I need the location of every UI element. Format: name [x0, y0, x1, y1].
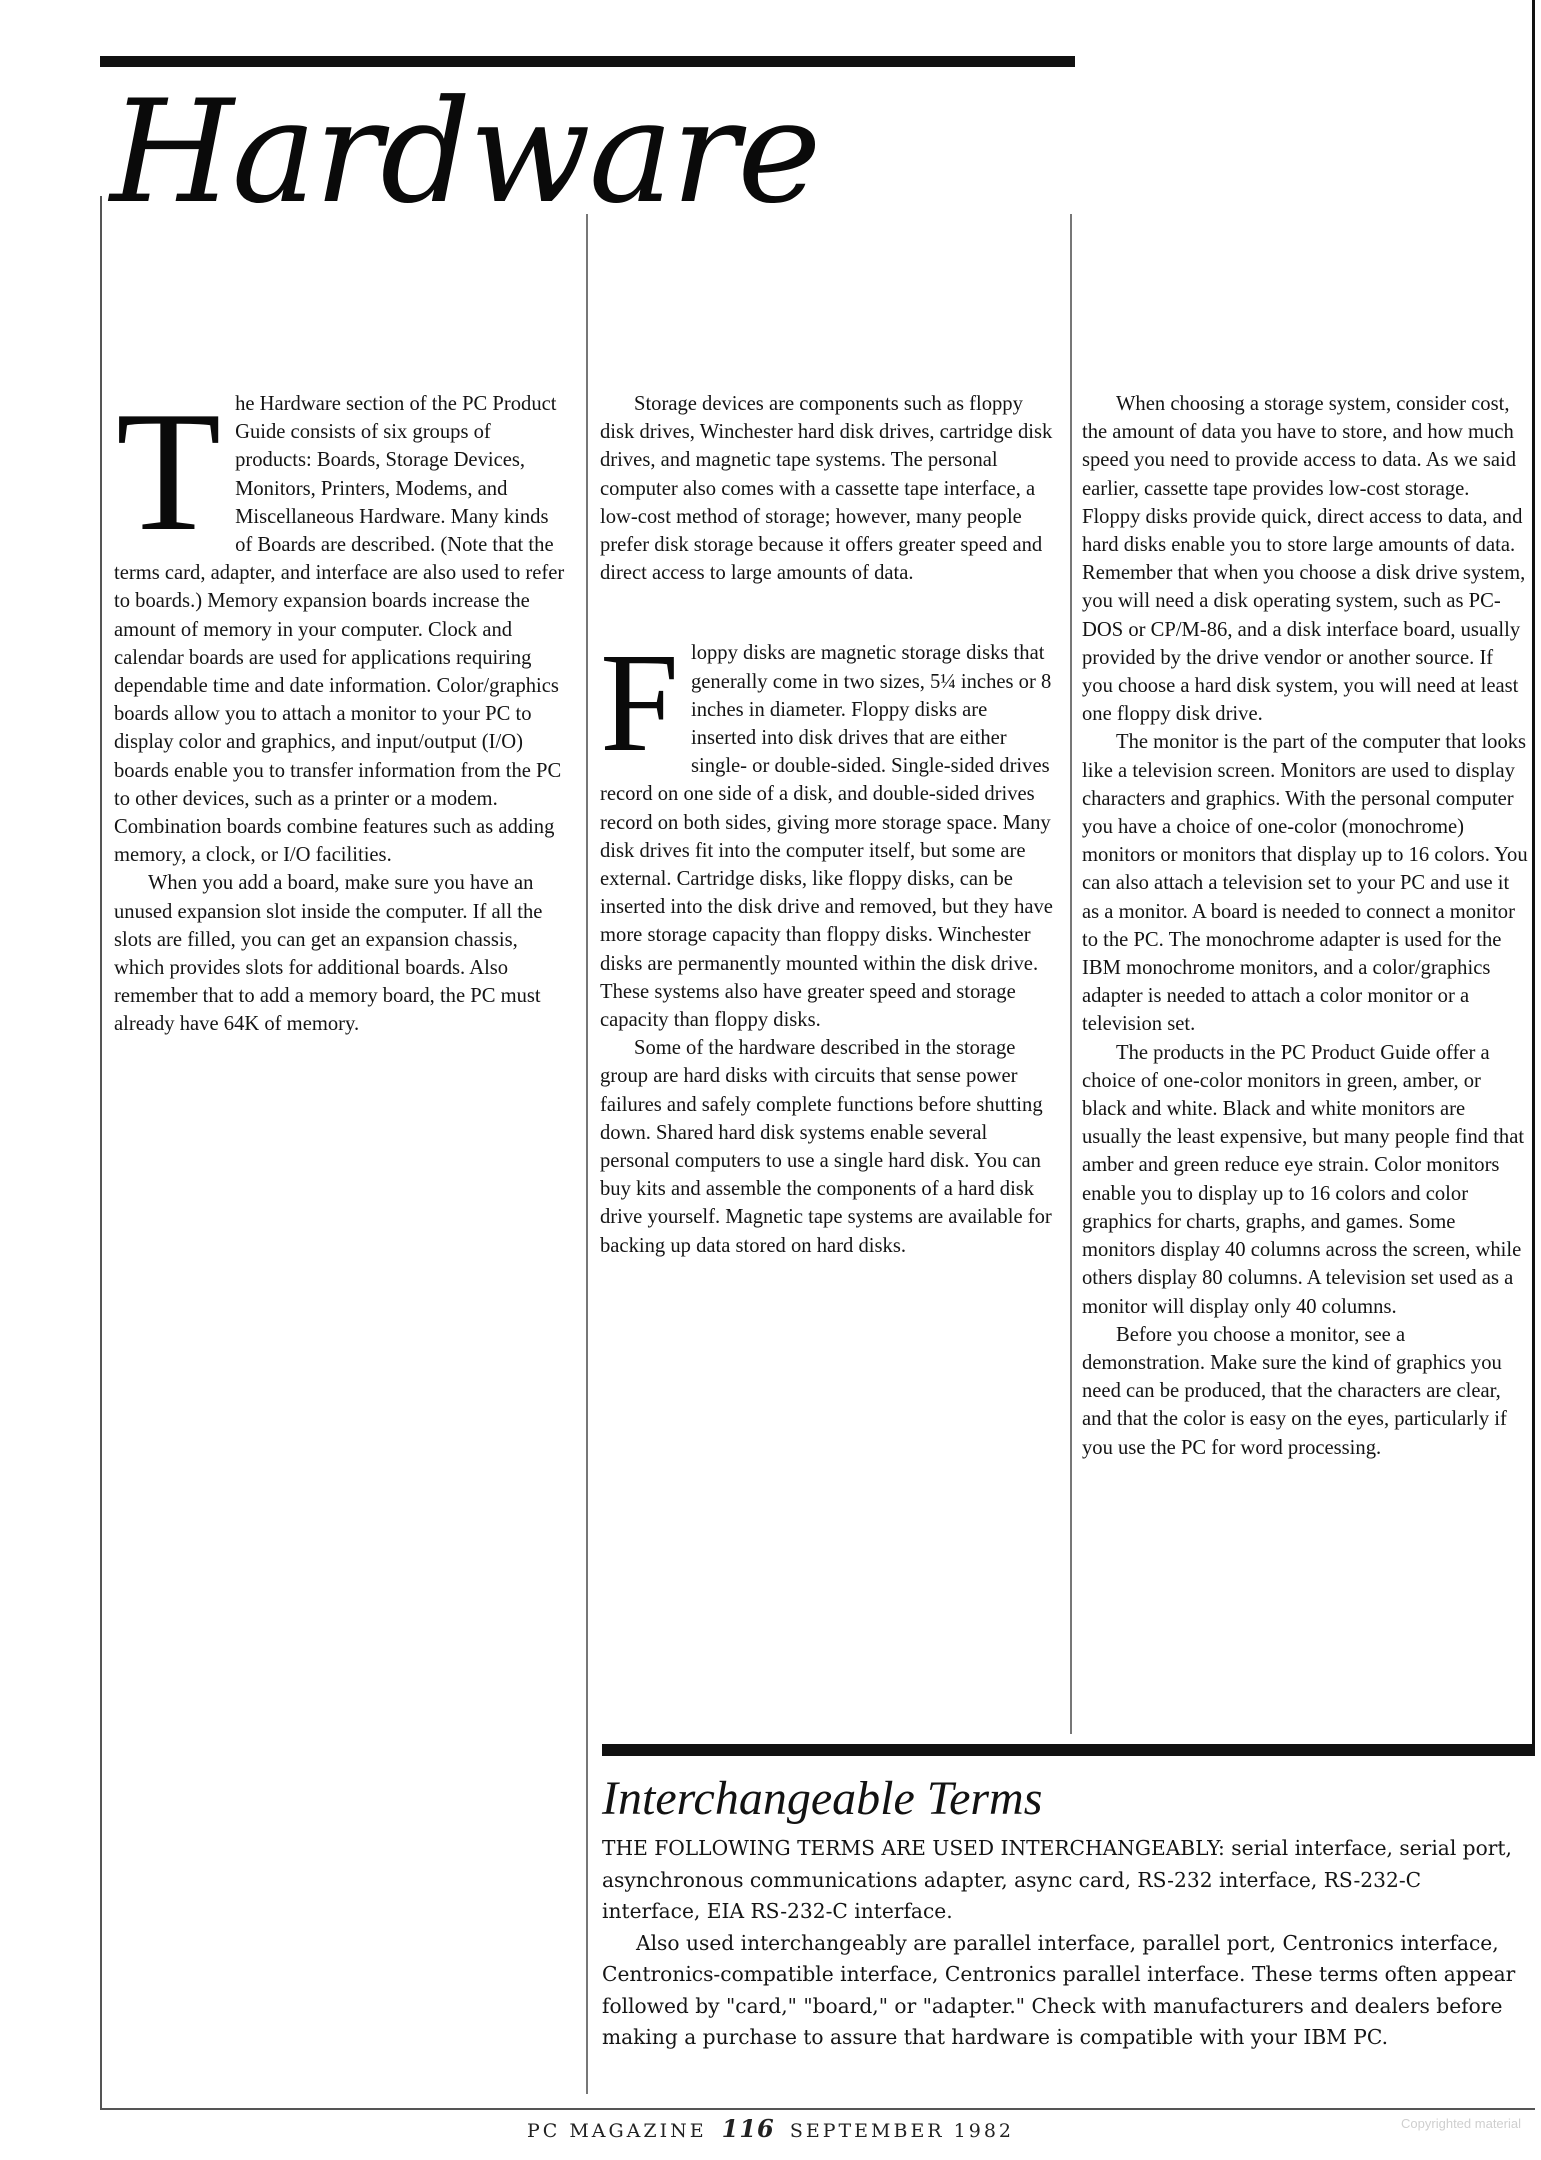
column-1-paragraph-2: When you add a board, make sure you have an unused expansion slot inside the computer. If all the slots are filled, you can get an expansion chassis, which provides slots for additional boards. Also remember that to add a memory board, the PC must already have 64K of memory.	[114, 872, 543, 1036]
column-1-paragraph-1	[114, 377, 570, 869]
column-2-paragraph-1: Storage devices are components such as floppy disk drives, Winchester hard disk drives, cartridge disk drives, and magnetic tape systems. The personal computer also comes with a cassette tape interface, a low-cost method of storage; however, many people prefer disk storage because it offers greater speed and direct access to large amounts of data.	[600, 393, 1053, 585]
sidebar-paragraph-2: Also used interchangeably are parallel interface, parallel port, Centronics interface, Centronics-compatible interface, Centronics parallel interface. These terms often appear followed by "card," "board," or "adapter." Check with manufacturers and dealers before making a purchase to assure that hardware is compatible with your IBM PC.	[602, 1930, 1516, 2049]
right-edge-rule	[1532, 0, 1535, 1752]
section-title: Hardware	[110, 70, 820, 235]
footer-page-number: 116	[721, 2114, 775, 2143]
bottom-rule	[100, 2108, 1535, 2110]
column-2	[600, 390, 1056, 1260]
column-divider-1	[586, 214, 588, 2094]
sidebar-paragraph-1: THE FOLLOWING TERMS ARE USED INTERCHANGEABLY: serial interface, serial port, asynchronous communications adapter, async card, RS-232 interface, RS-232-C interface, EIA RS-232-C interface.	[602, 1836, 1512, 1923]
sidebar-title: Interchangeable Terms	[602, 1772, 1043, 1825]
top-rule	[100, 56, 1075, 67]
column-2-paragraph-3: Some of the hardware described in the storage group are hard disks with circuits that sense power failures and safely complete functions before shutting down. Shared hard disk systems enable several personal computers to use a single hard disk. You can buy kits and assemble the components of a hard disk drive yourself. Magnetic tape systems are available for backing up data stored on hard disks.	[600, 1037, 1052, 1257]
left-border-line	[100, 196, 102, 2108]
column-3-paragraph-1: When choosing a storage system, consider cost, the amount of data you have to store, and how much speed you need to provide access to data. As we said earlier, cassette tape provides low-cost storage. Floppy disks provide quick, direct access to data, and hard disks enable you to store large amounts of data. Remember that when you choose a disk drive system, you will need a disk operating system, such as PC-DOS or CP/M-86, and a disk interface board, usually provided by the drive vendor or another source. If you choose a hard disk system, you will need at least one floppy disk drive.	[1082, 393, 1526, 726]
dropcap-t: T	[116, 377, 222, 567]
column-1	[114, 377, 570, 1039]
column-3-paragraph-4: Before you choose a monitor, see a demonstration. Make sure the kind of graphics you need can be produced, that the characters are clear, and that the color is easy on the eyes, particularly if you use the PC for word processing.	[1082, 1323, 1507, 1459]
footer-date: SEPTEMBER 1982	[789, 2120, 1015, 2142]
column-divider-2	[1070, 214, 1072, 1734]
column-2-paragraph-2-text: loppy disks are magnetic storage disks that generally come in two sizes, 5¼ inches or 8 inches in diameter. Floppy disks are inserted into disk drives that are either single- or double-sided. Single-sided drives record on one side of a disk, and double-sided drives record on both sides, giving more storage space. Many disk drives fit into the computer itself, but some are external. Cartridge disks, like floppy disks, can be inserted into the disk drive and removed, but they have more storage capacity than floppy disks. Winchester disks are permanently mounted within the disk drive. These systems also have greater speed and storage capacity than floppy disks.	[600, 642, 1053, 1032]
sidebar-body	[602, 1833, 1516, 2054]
sidebar-top-rule	[602, 1744, 1535, 1756]
dropcap-f: F	[600, 623, 679, 782]
column-3	[1082, 390, 1529, 1462]
column-2-paragraph-2	[600, 623, 1056, 1034]
copyright-watermark: Copyrighted material	[1401, 2116, 1521, 2131]
footer-magazine-name: PC MAGAZINE	[526, 2120, 707, 2142]
column-3-paragraph-3: The products in the PC Product Guide offer a choice of one-color monitors in green, amber, or black and white. Black and white monitors are usually the least expensive, but many people find that amber and green reduce eye strain. Color monitors enable you to display up to 16 colors and color graphics for charts, graphs, and games. Some monitors display 40 columns across the screen, while others display 80 columns. A television set used as a monitor will display only 40 columns.	[1082, 1041, 1525, 1318]
column-1-paragraph-1-text: he Hardware section of the PC Product Guide consists of six groups of products: Boards, Storage Devices, Monitors, Printers, Modems, and Miscellaneous Hardware. Many kinds of Boards are described. (Note that the terms card, adapter, and interface are also used to refer to boards.) Memory expansion boards increase the amount of memory in your computer. Clock and calendar boards are used for applications requiring dependable time and date information. Color/graphics boards allow you to attach a monitor to your PC to display color and graphics, and input/output (I/O) boards enable you to transfer information from the PC to other devices, such as a printer or a modem. Combination boards combine features such as adding memory, a clock, or I/O facilities.	[114, 393, 565, 867]
column-3-paragraph-2: The monitor is the part of the computer that looks like a television screen. Monitors are used to display characters and graphics. With the personal computer you have a choice of one-color (monochrome) monitors or monitors that display up to 16 colors. You can also attach a television set to your PC and use it as a monitor. A board is needed to connect a monitor to the PC. The monochrome adapter is used for the IBM monochrome monitors, and a color/graphics adapter is needed to attach a color monitor or a television set.	[1082, 731, 1528, 1036]
page-footer	[0, 2114, 1541, 2143]
